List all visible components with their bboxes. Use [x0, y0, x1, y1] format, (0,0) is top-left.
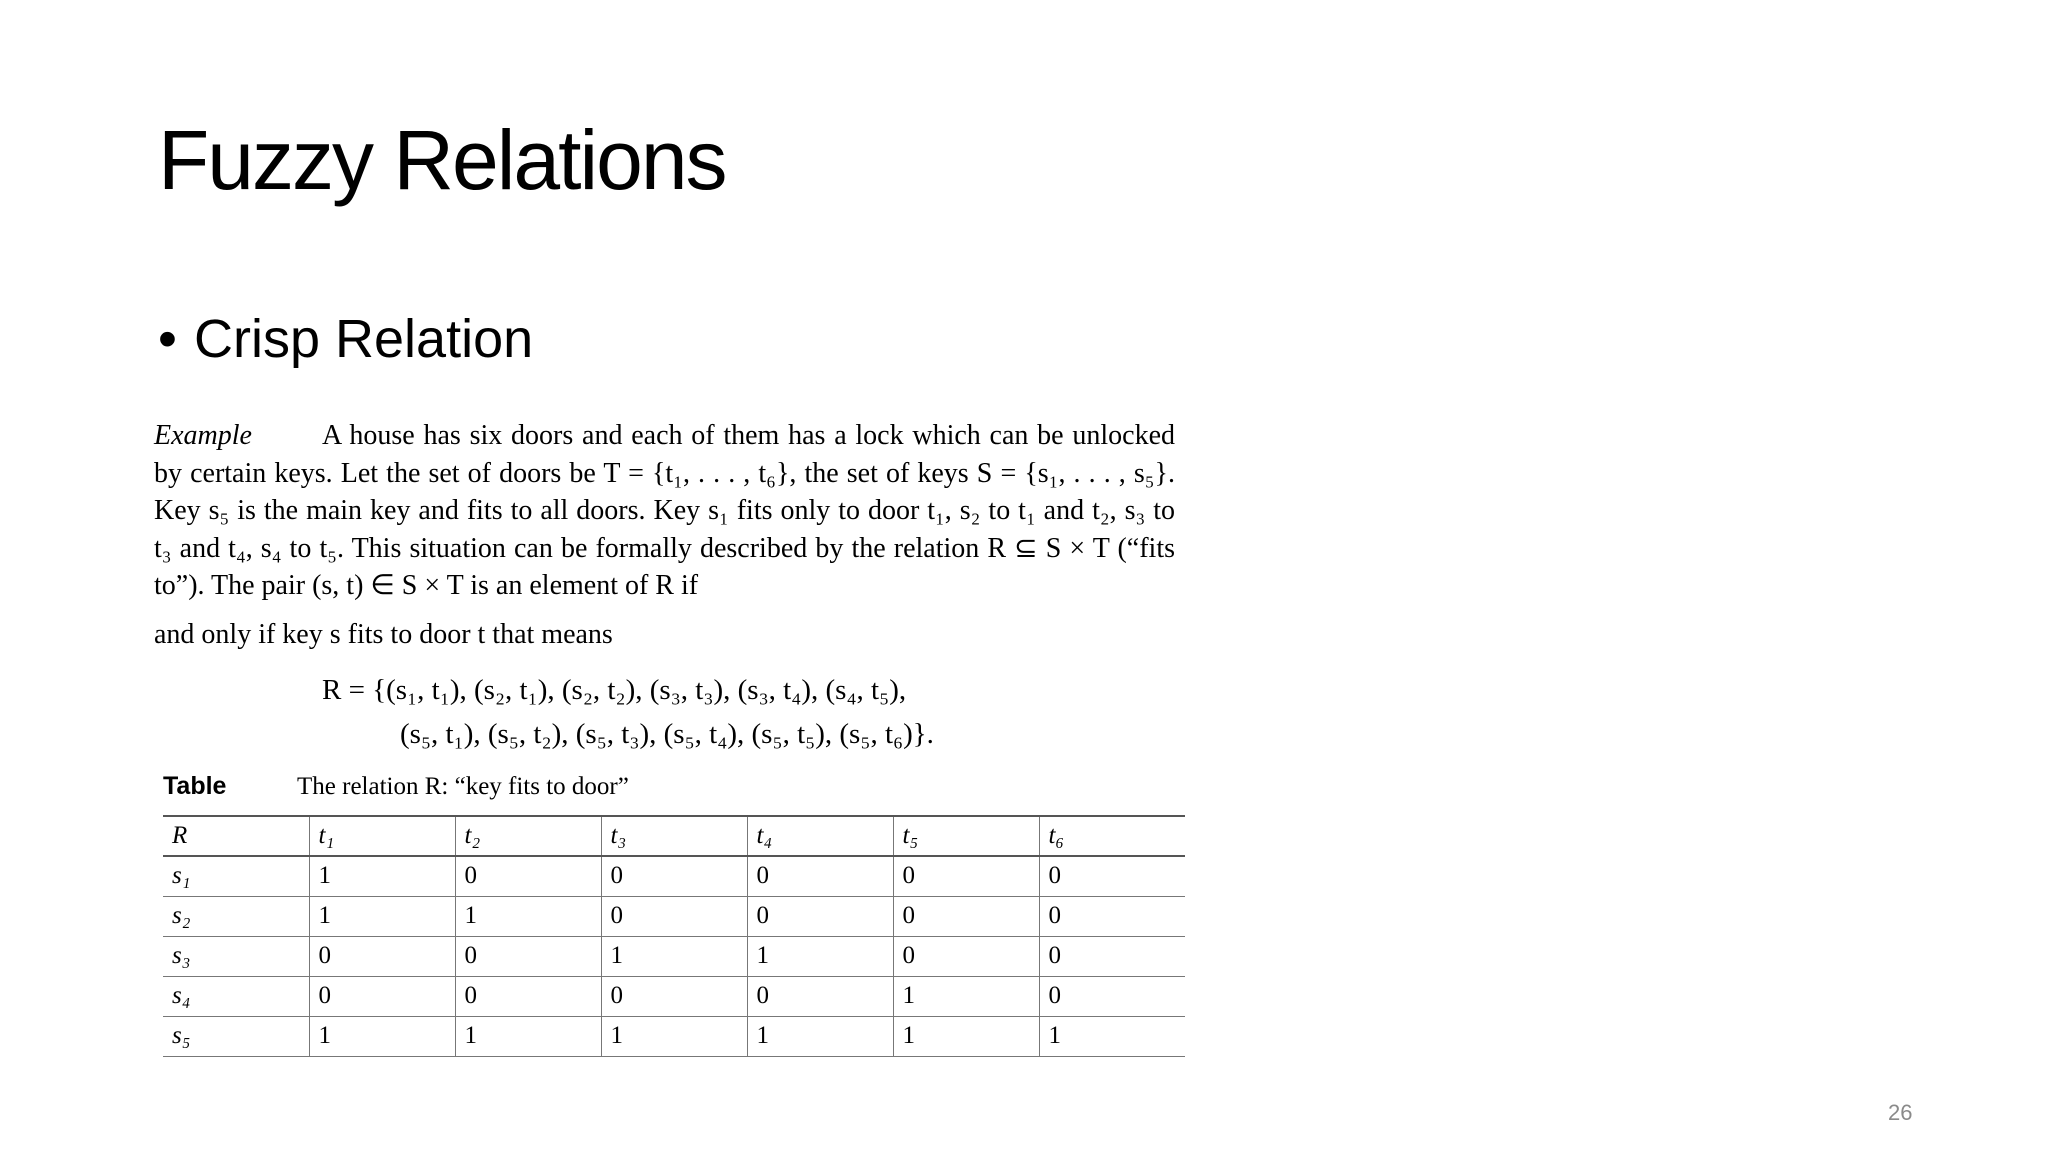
- table-row: [163, 896, 1185, 936]
- example-lead: Example: [154, 420, 252, 451]
- row-label: s₃: [163, 936, 309, 976]
- bullet-dot-icon: •: [158, 309, 177, 369]
- table-cell: 0: [455, 936, 601, 976]
- header-cell: t₅: [893, 816, 1039, 856]
- table-cell: 1: [309, 896, 455, 936]
- formula-line-1: R = {(s₁, t₁), (s₂, t₁), (s₂, t₂), (s₃, t₃), (s₃, t₄), (s₄, t₅),: [322, 674, 907, 706]
- bullet-text: Crisp Relation: [194, 309, 534, 369]
- row-label: s₅: [163, 1016, 309, 1056]
- table-cell: 0: [601, 896, 747, 936]
- row-label: s₄: [163, 976, 309, 1016]
- table-cell: 0: [455, 856, 601, 896]
- table-header-row: [163, 816, 1185, 856]
- table-caption-label: Table: [163, 772, 227, 800]
- table-cell: 0: [893, 896, 1039, 936]
- page-number: 26: [1888, 1100, 1913, 1125]
- table-cell: 1: [601, 936, 747, 976]
- table-cell: 1: [1039, 1016, 1185, 1056]
- table-cell: 1: [893, 976, 1039, 1016]
- formula-line-2: (s₅, t₁), (s₅, t₂), (s₅, t₃), (s₅, t₄), (s₅, t₅), (s₅, t₆)}.: [400, 718, 934, 750]
- example-block: [154, 417, 1175, 653]
- table-cell: 0: [1039, 896, 1185, 936]
- table-row: [163, 936, 1185, 976]
- table-cell: 0: [893, 936, 1039, 976]
- table-cell: 0: [747, 896, 893, 936]
- table-cell: 1: [601, 1016, 747, 1056]
- table-row: [163, 976, 1185, 1016]
- header-cell: t₄: [747, 816, 893, 856]
- table-cell: 0: [309, 976, 455, 1016]
- table-cell: 1: [309, 1016, 455, 1056]
- relation-table: [163, 815, 1185, 1057]
- table-cell: 0: [1039, 936, 1185, 976]
- example-last-line: and only if key s fits to door t that means: [154, 618, 613, 650]
- table-cell: 0: [309, 936, 455, 976]
- table-cell: 1: [455, 896, 601, 936]
- header-cell: t₆: [1039, 816, 1185, 856]
- table-cell: 0: [747, 856, 893, 896]
- bullet-item: [158, 309, 534, 369]
- table-cell: 0: [455, 976, 601, 1016]
- table-row: [163, 1016, 1185, 1056]
- relation-formula: [322, 668, 934, 756]
- table-cell: 0: [893, 856, 1039, 896]
- table-row: [163, 856, 1185, 896]
- table-cell: 0: [1039, 976, 1185, 1016]
- table-caption-text: The relation R: “key fits to door”: [297, 773, 629, 800]
- example-body: A house has six doors and each of them has a lock which can be unlocked by certain keys. Let the set of doors be T = {t₁, . . . , t₆}, the set of keys S = {s₁, . . . , s₅}. Key s₅ is the main key and fits to all doors. Key s₁ fits only to door t₁, s₂ to t₁ and t₂, s₃ to t₃ and t₄, s₄ to t₅. This situation can be formally described by the relation R ⊆ S × T (“fits to”). The pair (s, t) ∈ S × T is an element of R if: [154, 420, 1175, 601]
- table-cell: 1: [309, 856, 455, 896]
- table-cell: 1: [455, 1016, 601, 1056]
- header-cell: R: [163, 816, 309, 856]
- table-caption: [163, 772, 629, 801]
- slide-title: Fuzzy Relations: [158, 113, 726, 207]
- table-cell: 0: [1039, 856, 1185, 896]
- table-cell: 1: [747, 1016, 893, 1056]
- example-paragraph: [154, 417, 1175, 605]
- header-cell: t₃: [601, 816, 747, 856]
- table-cell: 0: [747, 976, 893, 1016]
- table-cell: 0: [601, 856, 747, 896]
- header-cell: t₁: [309, 816, 455, 856]
- table-cell: 1: [893, 1016, 1039, 1056]
- row-label: s₂: [163, 896, 309, 936]
- header-cell: t₂: [455, 816, 601, 856]
- row-label: s₁: [163, 856, 309, 896]
- table-cell: 1: [747, 936, 893, 976]
- table-cell: 0: [601, 976, 747, 1016]
